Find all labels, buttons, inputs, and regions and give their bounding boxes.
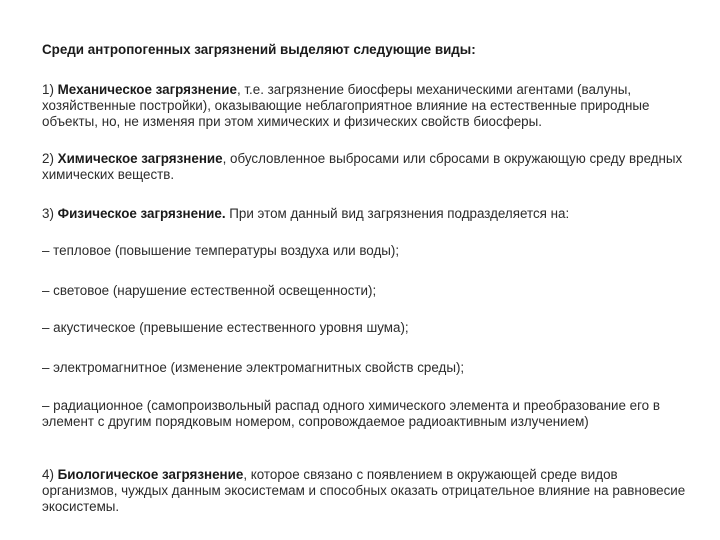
item-chemical [42,151,692,183]
item-chemical-text: , обусловленное выбросами или сбросами в окружающую среду вредных химических веществ. [42,151,683,182]
item-mechanical-prefix: 1) [42,82,58,97]
slide-heading: Среди антропогенных загрязнений выделяют следующие виды: [42,42,476,57]
item-biological-prefix: 4) [42,467,58,482]
item-physical-text: При этом данный вид загрязнения подразделяется на: [225,206,570,221]
item-biological [42,467,692,515]
item-mechanical [42,82,692,130]
item-acoustic: – акустическое (превышение естественного уровня шума); [42,320,409,335]
item-mechanical-term: Механическое загрязнение [57,82,237,97]
item-biological-text: , которое связано с появлением в окружающей среде видов организмов, чуждых данным экосистемам и способных оказать отрицательное влияние на равновесие экосистемы. [42,467,686,514]
item-physical-term: Физическое загрязнение. [57,206,226,221]
item-light: – световое (нарушение естественной освещенности); [42,283,377,298]
item-physical-prefix: 3) [42,206,58,221]
item-electromagnetic: – электромагнитное (изменение электромагнитных свойств среды); [42,360,465,375]
item-thermal: – тепловое (повышение температуры воздуха или воды); [42,243,400,258]
item-radiation: – радиационное (самопроизвольный распад одного химического элемента и преобразование его в элемент с другим порядковым номером, сопровождаемое радиоактивным излучением) [42,398,660,429]
item-chemical-term: Химическое загрязнение [57,151,223,166]
item-mechanical-text: , т.е. загрязнение биосферы механическими агентами (валуны, хозяйственные постройки), оказывающие неблагоприятное влияние на естественные природные объекты, но, не изменяя при этом химических и физических свойств биосферы. [42,82,650,129]
item-biological-term: Биологическое загрязнение [57,467,244,482]
item-chemical-prefix: 2) [42,151,58,166]
item-physical [42,206,692,222]
